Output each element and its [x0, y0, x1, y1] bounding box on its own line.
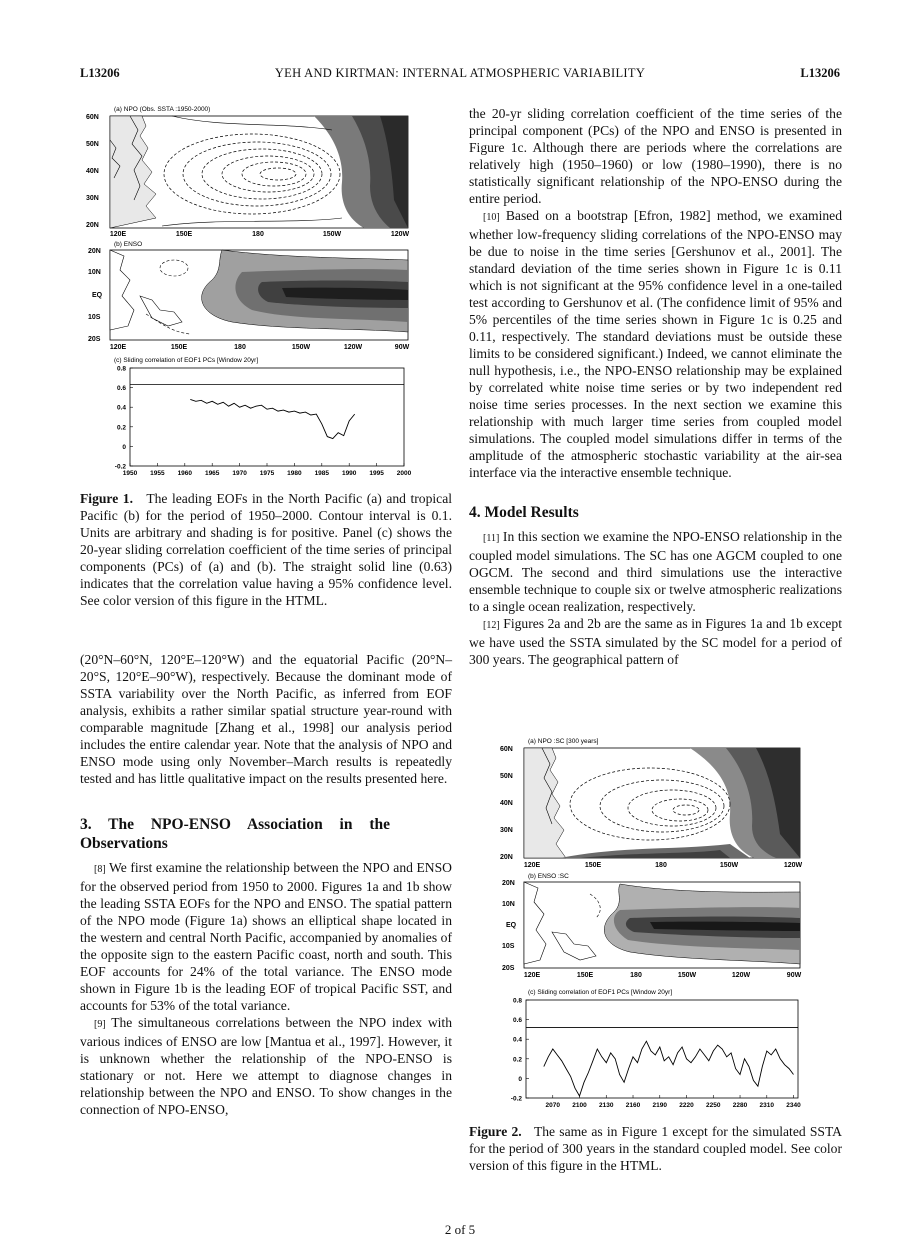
chart2-x-tick-label: 2310 [759, 1102, 775, 1109]
chart1-x-tick-label: 1965 [204, 470, 220, 477]
chart1-x-tick-label: 1970 [232, 470, 247, 477]
fig2b-lat-label: 20N [502, 880, 515, 887]
fig2a-lat-label: 30N [500, 827, 513, 834]
figure-1-caption-block [80, 490, 452, 609]
running-head-right: L13206 [800, 66, 840, 80]
paragraph-10-text: Based on a bootstrap [Efron, 1982] method, we examined whether low-frequency sliding correlations of the NPO-ENSO may be due to noise in the time series [Gershunov et al., 2001]. The standard deviation of the time series shown in Figure 1c is 0.11 which is not significant at the 95% confidence level in a one-tailed test according to Gershunov et al. (The confidence limit of 95% and 5% percentiles of the time series shown in Figure 1c is 0.25 and 0.11, respectively. The standard deviations must be outside these limits to be considered significant.) Indeed, we cannot eliminate the null hypothesis, i.e., the NPO-ENSO relationship may be explained by correlated white noise time series or by two independent red noise time series processes. In the next section we examine this relationship with much larger time series from coupled model simulations. The coupled model simulations differ in terms of the amplitude of the atmospheric stochastic variability at the air-sea interface via the interactive ensemble technique. [469, 208, 842, 480]
section-4-heading: 4. Model Results [469, 504, 579, 521]
chart2-x-tick-label: 2100 [572, 1102, 587, 1109]
chart1-x-tick-label: 1950 [122, 470, 138, 477]
chart2-x-tick-label: 2130 [599, 1102, 614, 1109]
fig1a-lon-label: 180 [252, 231, 264, 238]
chart1-x-tick-label: 1995 [369, 470, 384, 477]
fig2b-lat-label: 10N [502, 901, 515, 908]
paragraph-study-region: (20°N–60°N, 120°E–120°W) and the equatorial Pacific (20°N–20°S, 120°E–90°W), respectively. Because the dominant mode of SSTA variability over the North Pacific, as inferred from EOF analysis, exhibits a rather similar spatial structure year-round with comparable magnitude [Zhang et al., 1998] our analysis period includes the entire calendar year. Note that the analysis of NPO and ENSO mode using only November–March results is repeatedly tested and has little qualitative impact on the results presented here. [80, 652, 452, 786]
fig2a-lat-label: 20N [500, 854, 513, 861]
paragraph-8-text: We first examine the relationship between the NPO and ENSO for the observed period from 1950 to 2000. Figures 1a and 1b show the leading SSTA EOFs for the NPO and ENSO. The spatial pattern of the NPO mode (Figure 1a) shows an elliptical shape located in the western and central North Pacific, accompanied by anomalies of the opposite sign to the eastern Pacific coast, north and south. This EOF accounts for 24% of the total variance. The ENSO mode shown in Figure 1b is the leading EOF of tropical Pacific SST, and accounts for 53% of the total variance. [80, 860, 452, 1013]
fig1b-lat-label: 20N [88, 248, 101, 255]
paragraph-10-number: [10] [483, 212, 500, 223]
figure-1-caption [80, 490, 452, 609]
paragraph-11 [469, 528, 842, 615]
paragraph-9-number: [9] [94, 1019, 106, 1030]
fig2a-lon-label: 120E [523, 862, 541, 869]
figure-2-caption [469, 1123, 842, 1174]
chart2-x-tick-label: 2070 [545, 1102, 560, 1109]
fig1a-title: (a) NPO (Obs. SSTA :1950-2000) [114, 106, 211, 113]
running-head-title: YEH AND KIRTMAN: INTERNAL ATMOSPHERIC VARIABILITY [274, 66, 646, 80]
section-3-heading: 3. The NPO-ENSO Association in the Observations [80, 816, 390, 852]
fig1c-title: (c) Sliding correlation of EOF1 PCs [Window 20yr] [114, 357, 259, 364]
chart2-y-tick-label: -0.2 [510, 1095, 522, 1103]
figure-1-caption-text: The leading EOFs in the North Pacific (a) and tropical Pacific (b) for the period of 1950–2000. Contour interval is 0.1. Units are arbitrary and shading is for positive. Panel (c) shows the 20-year sliding correlation coefficient of the time series of principal components (PCs) of (a) and (b). The straight solid line (0.63) indicates that the correlation value having a 95% confidence level. See color version of this figure in the HTML. [80, 491, 452, 608]
fig1b-lat-label: 10N [88, 269, 101, 276]
fig1b-lon-label: 150W [291, 344, 311, 351]
figure-2-graphic [500, 734, 810, 1114]
figure-1-label: Figure 1. [80, 491, 133, 506]
right-column-text [469, 105, 842, 668]
fig1b-lon-label: 180 [234, 344, 246, 351]
fig2a-lon-label: 150E [584, 862, 602, 869]
chart1-x-tick-label: 1975 [259, 470, 275, 477]
chart2-x-tick-label: 2190 [652, 1102, 668, 1109]
chart2-y-tick-label: 0.4 [512, 1036, 522, 1044]
page-number: 2 of 5 [444, 1222, 476, 1237]
fig1a-lon-label: 120W [390, 231, 410, 238]
paragraph-10 [469, 207, 842, 481]
paragraph-8 [80, 859, 452, 1014]
chart1-x-tick-label: 1990 [341, 470, 357, 477]
figure-2 [500, 734, 810, 1114]
figure-1 [82, 100, 427, 485]
fig2b-lon-label: 180 [630, 972, 642, 979]
fig2c-title: (c) Sliding correlation of EOF1 PCs [Window 20yr] [528, 989, 673, 996]
chart2-x-tick-label: 2160 [625, 1102, 641, 1109]
fig1b-lon-label: 120W [343, 344, 363, 351]
paragraph-12-number: [12] [483, 620, 500, 631]
fig2b-lon-label: 150E [576, 972, 594, 979]
chart2-x-tick-label: 2340 [786, 1102, 801, 1109]
fig2-panel-b [502, 873, 802, 979]
fig2b-lon-label: 120E [523, 972, 541, 979]
chart1-x-tick-label: 2000 [396, 470, 412, 477]
chart2-x-tick-label: 2280 [732, 1102, 748, 1109]
figure-2-caption-block [469, 1123, 842, 1174]
chart1-x-tick-label: 1955 [150, 470, 165, 477]
fig1b-title: (b) ENSO [114, 241, 143, 248]
paragraph-continued: the 20-yr sliding correlation coefficient of the time series of the principal component (PCs) of the NPO and ENSO is presented in Figure 1c. Although there are periods where the correlations are relatively high (1950–1960) or low (1980–1990), there is no statistically significant relationship of the NPO-ENSO during the entire period. [469, 106, 842, 206]
fig2a-lat-label: 40N [500, 800, 513, 807]
fig2a-title: (a) NPO :SC [300 years] [528, 738, 599, 745]
chart2-y-tick-label: 0.2 [512, 1056, 522, 1064]
fig1a-lat-label: 60N [86, 114, 99, 121]
chart1-x-tick-label: 1985 [314, 470, 330, 477]
fig2b-lat-label: EQ [506, 922, 517, 929]
chart1-y-tick-label: -0.2 [114, 463, 126, 471]
figure-2-label: Figure 2. [469, 1124, 522, 1139]
chart1-y-tick-label: 0.8 [116, 365, 126, 373]
fig2b-lon-label: 90W [786, 972, 802, 979]
paragraph-11-number: [11] [483, 533, 500, 544]
fig2a-lon-label: 120W [783, 862, 803, 869]
paragraph-9-text: The simultaneous correlations between the NPO index with various indices of ENSO are low [Mantua et al., 1997]. However, it is unknown whether the relationship of the NPO-ENSO is stationary or not. Here we attempt to diagnose changes in relationship between the NPO and ENSO. To show changes in the connection of NPO-ENSO, [80, 1015, 452, 1117]
paragraph-11-text: In this section we examine the NPO-ENSO relationship in the coupled model simulations. The SC has one AGCM coupled to one OGCM. The second and third simulations use the interactive ensemble technique to couple six or twelve atmospheric realizations to a single ocean realization, respectively. [469, 529, 842, 614]
fig1b-lon-label: 90W [394, 344, 410, 351]
chart2-x-tick-label: 2250 [706, 1102, 721, 1109]
fig2c-plot-frame [526, 1000, 798, 1098]
fig2-panel-a [500, 738, 803, 869]
paragraph-12-text: Figures 2a and 2b are the same as in Figures 1a and 1b except we have used the SSTA simulated by the SC model for a period of 300 years. The geographical pattern of [469, 616, 842, 667]
paragraph-9 [80, 1014, 452, 1118]
fig1b-lon-label: 150E [170, 344, 188, 351]
fig1a-lat-label: 30N [86, 195, 99, 202]
fig2-panel-c [511, 989, 801, 1109]
fig1a-lat-label: 40N [86, 168, 99, 175]
chart1-y-tick-label: 0 [122, 443, 126, 451]
fig2a-lat-label: 50N [500, 773, 513, 780]
fig2a-lon-label: 150W [719, 862, 739, 869]
fig2b-lon-label: 120W [731, 972, 751, 979]
chart1-y-tick-label: 0.4 [116, 404, 126, 412]
fig1a-lat-label: 50N [86, 141, 99, 148]
running-head-left: L13206 [80, 66, 120, 80]
fig1b-lat-label: 20S [88, 336, 101, 343]
fig1-panel-b [88, 241, 410, 351]
chart2-y-tick-label: 0.8 [512, 997, 522, 1005]
figure-2-caption-text: The same as in Figure 1 except for the simulated SSTA for the period of 300 years in the standard coupled model. See color version of this figure in the HTML. [469, 1124, 842, 1173]
paragraph-8-number: [8] [94, 864, 106, 875]
fig1-panel-c [114, 357, 412, 477]
fig2b-lat-label: 10S [502, 943, 515, 950]
left-column-text [80, 651, 452, 1118]
chart1-x-tick-label: 1960 [177, 470, 193, 477]
fig2b-lon-label: 150W [677, 972, 697, 979]
fig1b-lat-label: EQ [92, 292, 103, 299]
fig2a-lat-label: 60N [500, 746, 513, 753]
fig1a-lon-label: 150E [175, 231, 193, 238]
fig1a-lon-label: 150W [322, 231, 342, 238]
paragraph-12 [469, 615, 842, 668]
fig1-panel-a [86, 106, 410, 238]
figure-1-graphic [82, 100, 427, 485]
fig1b-lat-label: 10S [88, 314, 101, 321]
fig2b-lat-label: 20S [502, 965, 515, 972]
chart1-x-tick-label: 1980 [287, 470, 302, 477]
fig2b-title: (b) ENSO :SC [528, 873, 569, 880]
fig1a-lat-label: 20N [86, 222, 99, 229]
fig2a-lon-label: 180 [655, 862, 667, 869]
chart2-x-tick-label: 2220 [679, 1102, 694, 1109]
fig1c-plot-frame [130, 368, 404, 466]
chart2-y-tick-label: 0 [518, 1075, 522, 1083]
fig1b-lon-label: 120E [109, 344, 127, 351]
chart2-y-tick-label: 0.6 [512, 1017, 522, 1025]
chart1-y-tick-label: 0.2 [116, 424, 126, 432]
fig1a-lon-label: 120E [109, 231, 127, 238]
chart1-y-tick-label: 0.6 [116, 385, 126, 393]
